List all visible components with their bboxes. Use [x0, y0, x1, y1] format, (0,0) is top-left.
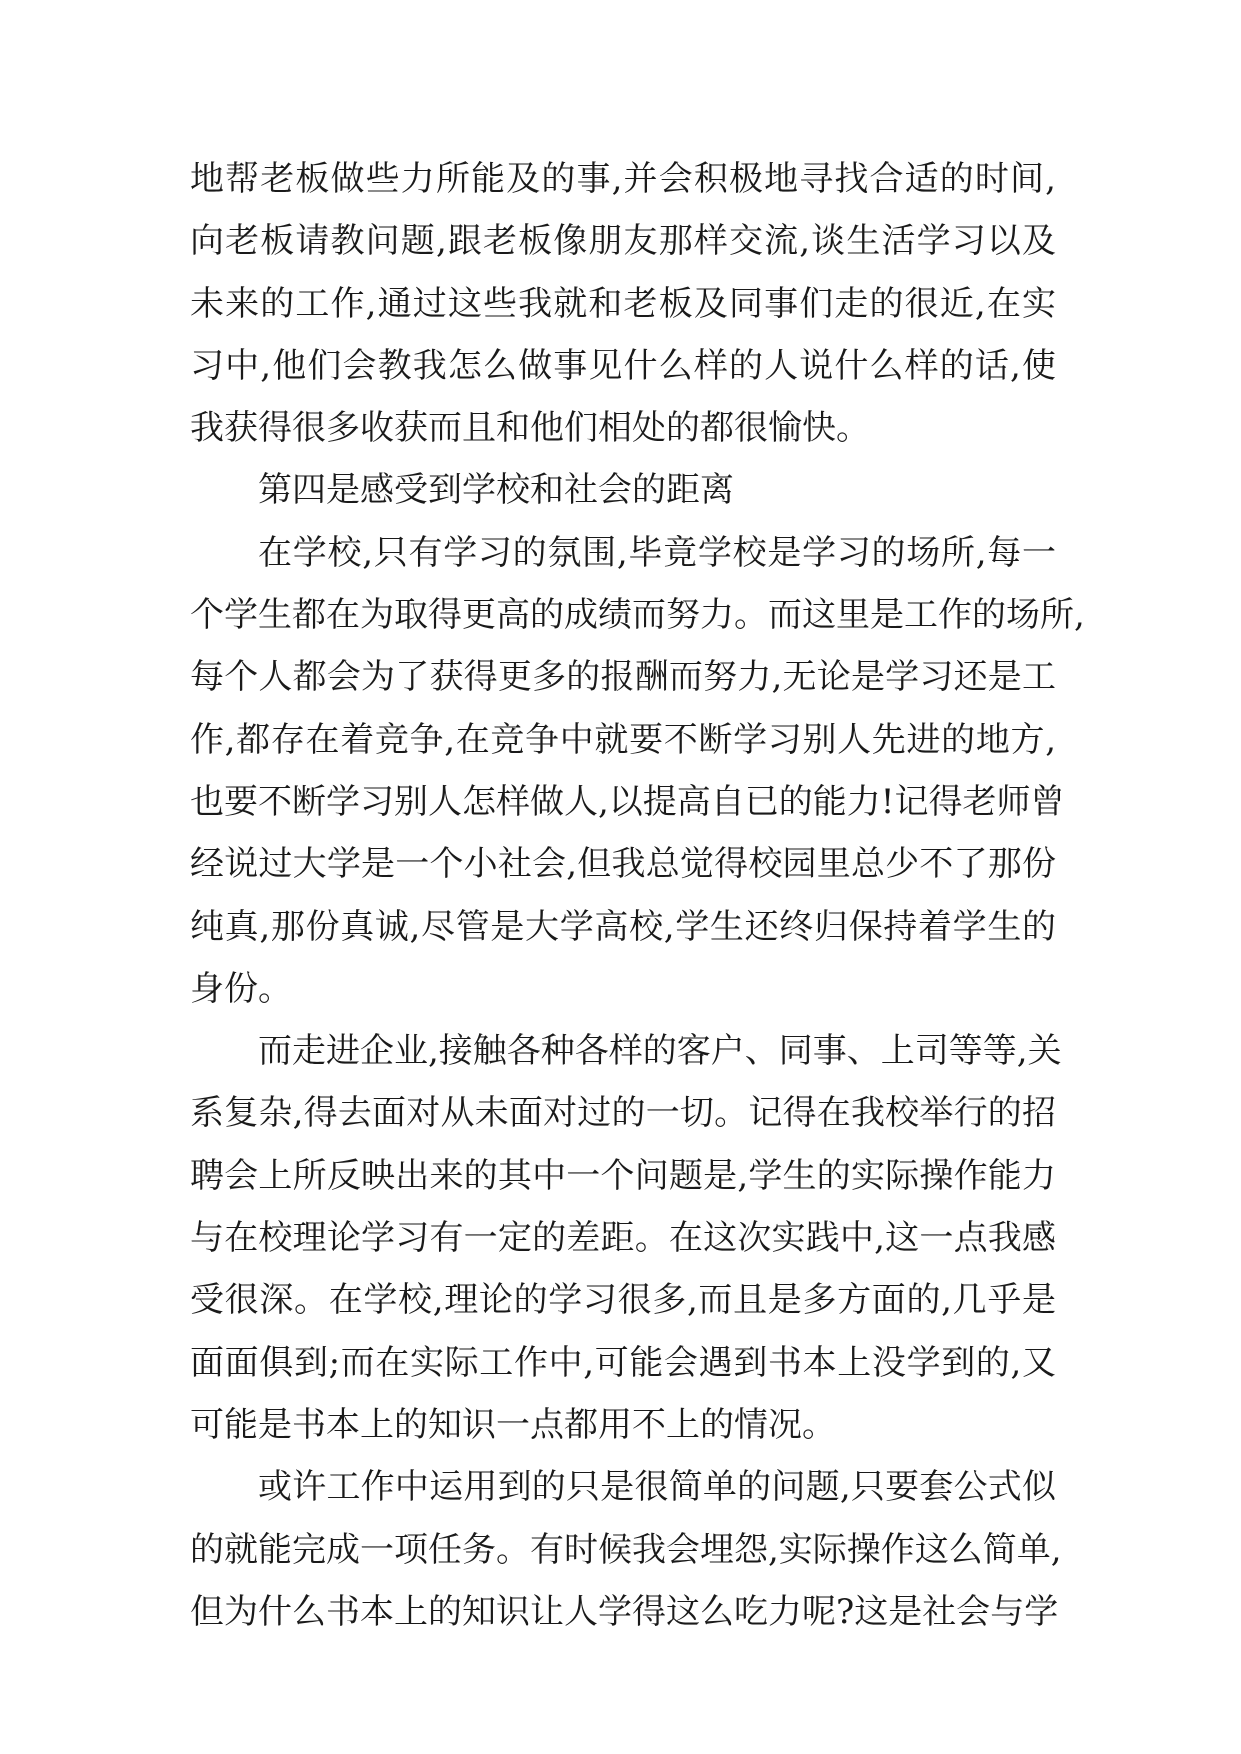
text-line: 聘会上所反映出来的其中一个问题是,学生的实际操作能力: [190, 1155, 1056, 1196]
text-line: 向老板请教问题,跟老板像朋友那样交流,谈生活学习以及: [190, 221, 1056, 262]
text-line: 身份。: [190, 968, 292, 1009]
text-line: 系复杂,得去面对从未面对过的一切。记得在我校举行的招: [190, 1093, 1056, 1134]
text-line: 而走进企业,接触各种各样的客户、同事、上司等等,关: [258, 1031, 1062, 1072]
text-line: 在学校,只有学习的氛围,毕竟学校是学习的场所,每一: [258, 532, 1056, 573]
text-line: 地帮老板做些力所能及的事,并会积极地寻找合适的时间,: [190, 159, 1056, 199]
text-line: 受很深。在学校,理论的学习很多,而且是多方面的,几乎是: [190, 1280, 1056, 1321]
text-line: 但为什么书本上的知识让人学得这么吃力呢?这是社会与学: [190, 1591, 1059, 1632]
text-line: 或许工作中运用到的只是很简单的问题,只要套公式似: [258, 1467, 1056, 1508]
text-line: 作,都存在着竞争,在竞争中就要不断学习别人先进的地方,: [190, 719, 1056, 760]
text-line: 纯真,那份真诚,尽管是大学高校,学生还终归保持着学生的: [190, 906, 1056, 947]
text-line: 也要不断学习别人怎样做人,以提高自已的能力!记得老师曾: [190, 781, 1065, 822]
text-line: 与在校理论学习有一定的差距。在这次实践中,这一点我感: [190, 1218, 1056, 1259]
text-line: 经说过大学是一个小社会,但我总觉得校园里总少不了那份: [190, 844, 1056, 885]
text-line: 面面俱到;而在实际工作中,可能会遇到书本上没学到的,又: [190, 1342, 1056, 1383]
section-heading: 第四是感受到学校和社会的距离: [258, 470, 734, 511]
document-page: [190, 148, 1085, 1643]
text-line: 可能是书本上的知识一点都用不上的情况。: [190, 1404, 836, 1445]
text-line: 我获得很多收获而且和他们相处的都很愉快。: [190, 408, 870, 449]
text-line: 每个人都会为了获得更多的报酬而努力,无论是学习还是工: [190, 657, 1056, 698]
text-line: 未来的工作,通过这些我就和老板及同事们走的很近,在实: [190, 283, 1056, 324]
text-line: 的就能完成一项任务。有时候我会埋怨,实际操作这么简单,: [190, 1529, 1062, 1570]
text-line: 习中,他们会教我怎么做事见什么样的人说什么样的话,使: [190, 345, 1056, 386]
text-line: 个学生都在为取得更高的成绩而努力。而这里是工作的场所,: [190, 595, 1085, 636]
